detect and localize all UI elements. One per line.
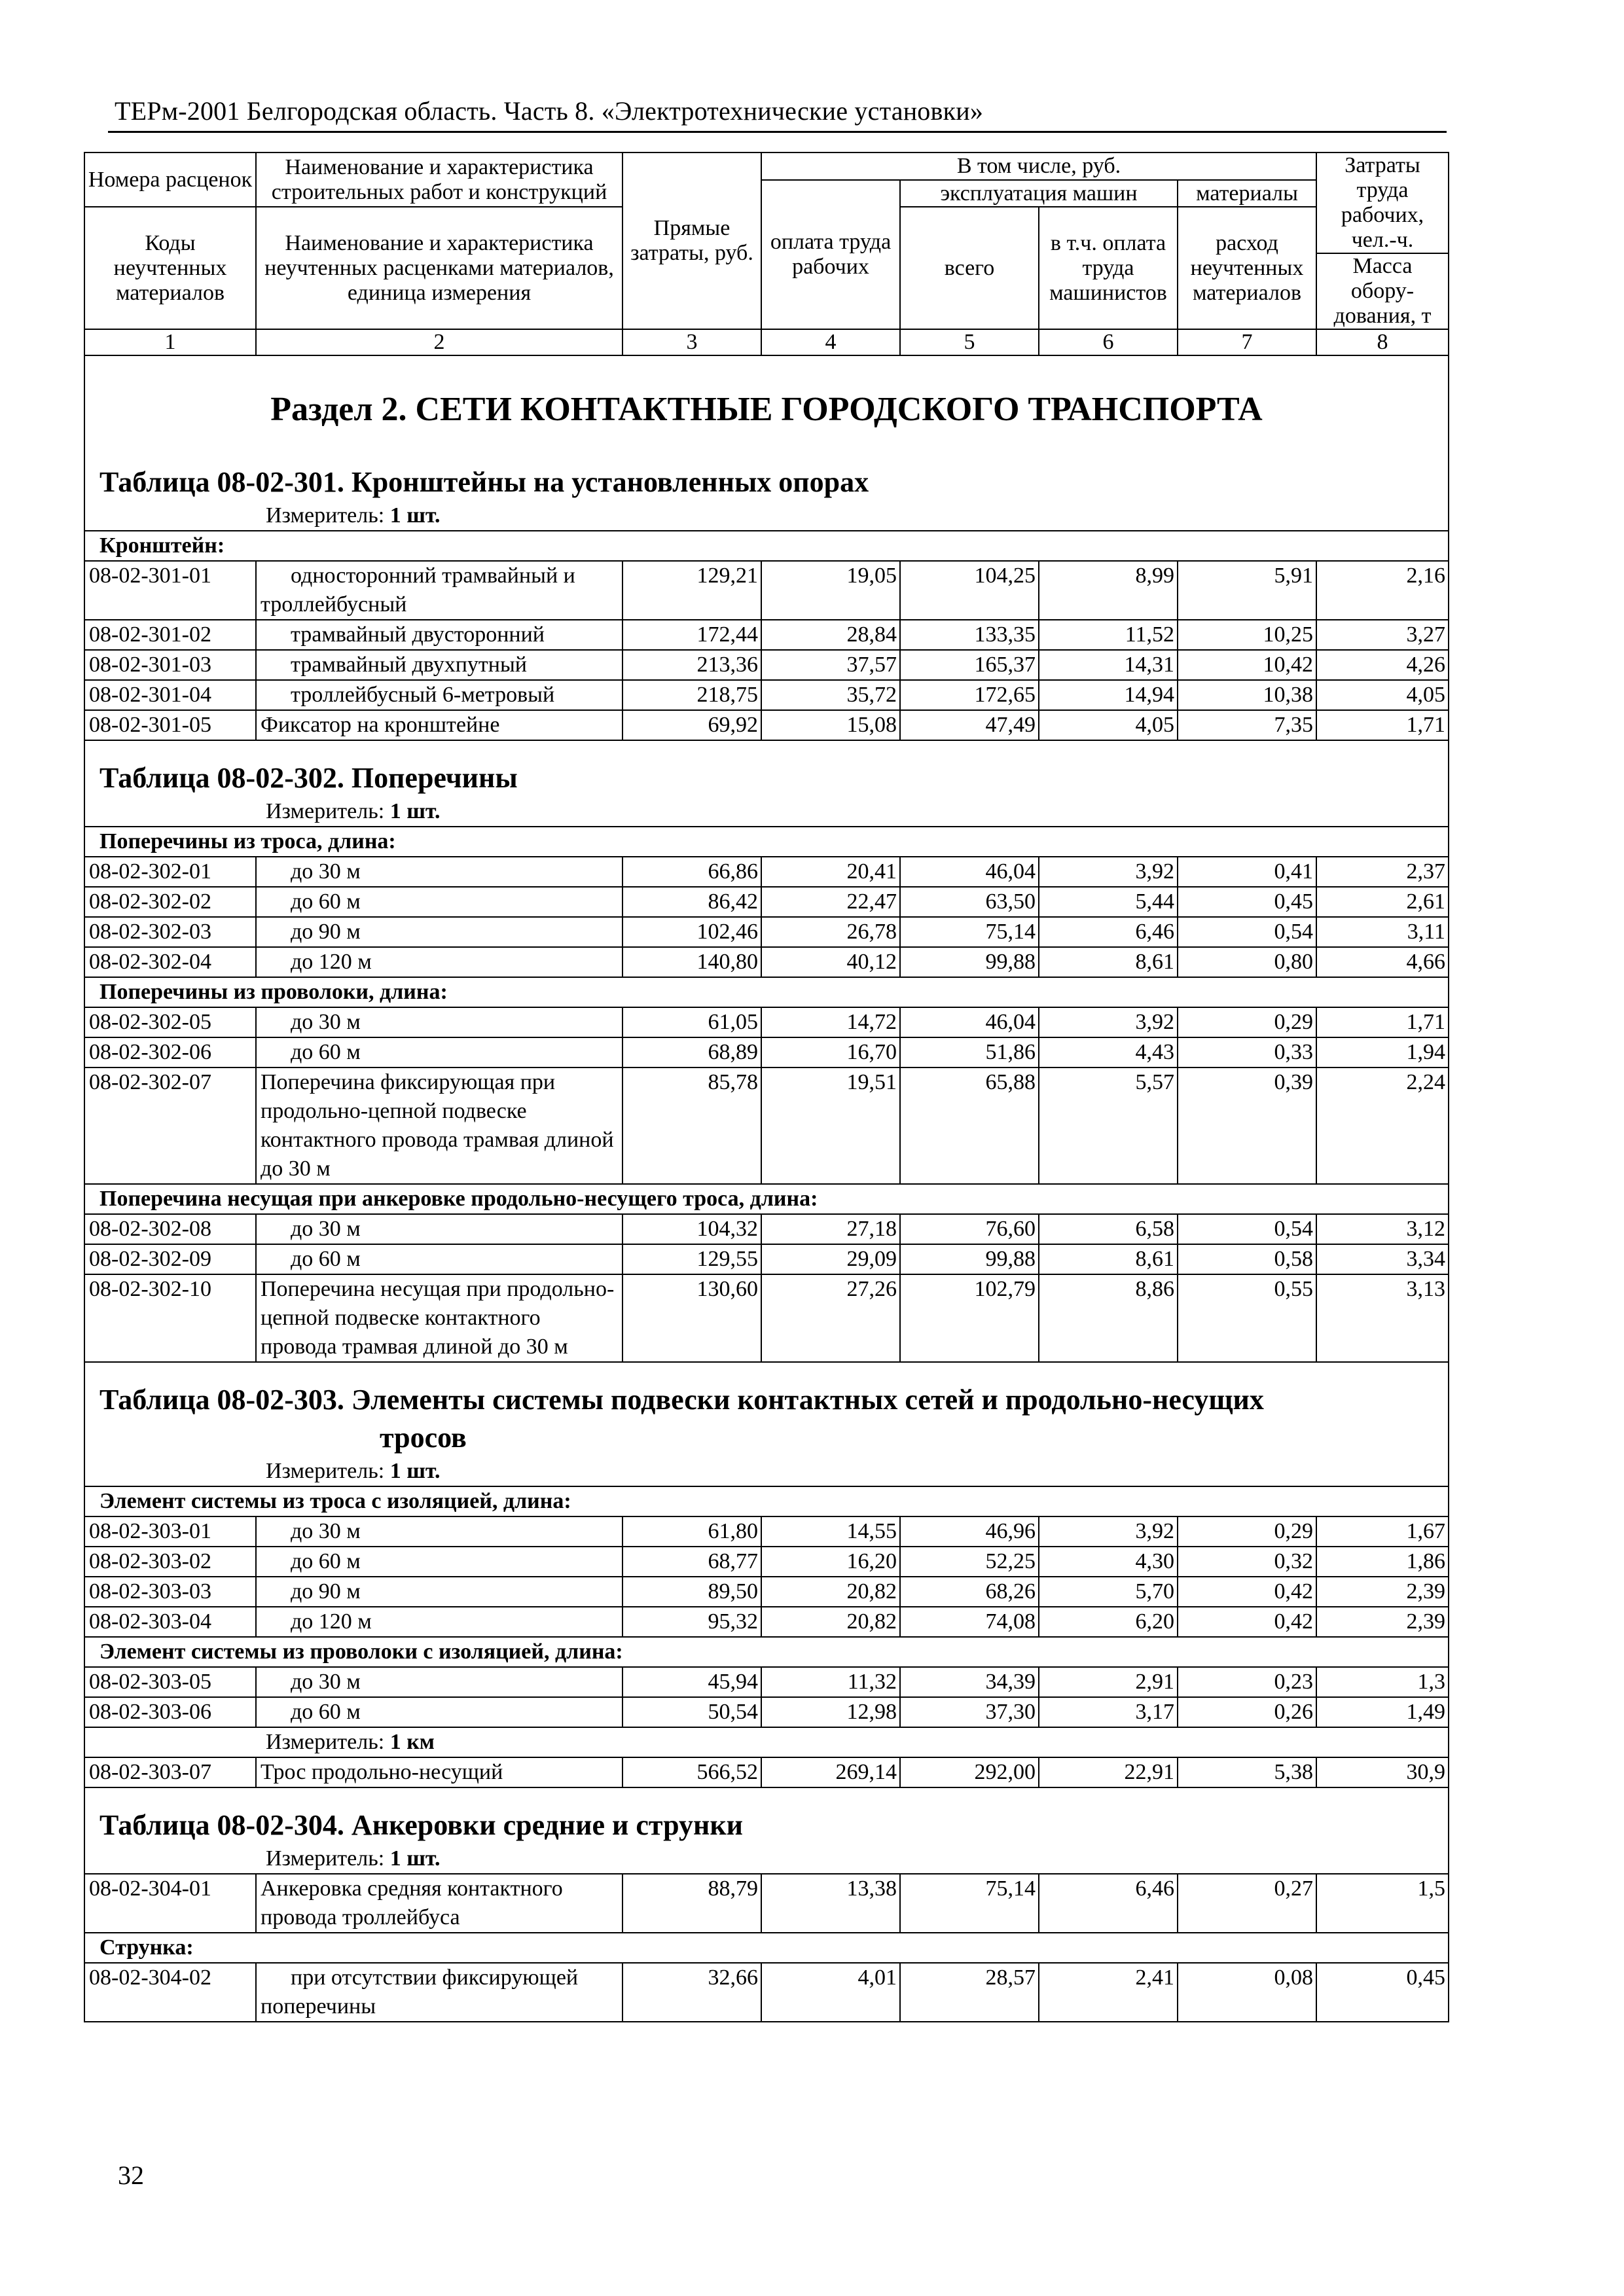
materials-cost: 7,35 xyxy=(1178,710,1316,740)
direct-cost: 61,05 xyxy=(623,1007,761,1037)
table-row xyxy=(84,561,1449,620)
machine-total: 99,88 xyxy=(900,947,1039,977)
machine-total: 292,00 xyxy=(900,1757,1039,1787)
table-row xyxy=(84,1757,1449,1787)
rate-name: до 60 м xyxy=(256,1244,623,1274)
labor-hours: 1,67 xyxy=(1316,1516,1449,1547)
machine-total: 104,25 xyxy=(900,561,1039,620)
header-col2-top: Наименование и характеристика строительных работ и конструкций xyxy=(256,152,623,207)
rate-code: 08-02-303-04 xyxy=(84,1607,256,1637)
table-row xyxy=(84,710,1449,740)
subheading: Кронштейн: xyxy=(84,531,1449,561)
unit-label: Измеритель: xyxy=(266,799,385,823)
direct-cost: 129,55 xyxy=(623,1244,761,1274)
labor-pay: 29,09 xyxy=(761,1244,900,1274)
rate-code: 08-02-304-01 xyxy=(84,1874,256,1933)
title-line-2: тросов xyxy=(380,1422,467,1454)
rate-code: 08-02-302-04 xyxy=(84,947,256,977)
labor-hours: 3,27 xyxy=(1316,620,1449,650)
table-row xyxy=(84,680,1449,710)
rate-code: 08-02-302-03 xyxy=(84,917,256,947)
rate-name: до 90 м xyxy=(256,917,623,947)
rate-name: до 60 м xyxy=(256,1697,623,1727)
machinist-pay: 14,94 xyxy=(1039,680,1178,710)
rate-code: 08-02-302-08 xyxy=(84,1214,256,1244)
labor-pay: 26,78 xyxy=(761,917,900,947)
direct-cost: 104,32 xyxy=(623,1214,761,1244)
labor-pay: 4,01 xyxy=(761,1963,900,2022)
page-number: 32 xyxy=(118,2161,144,2190)
machine-total: 102,79 xyxy=(900,1274,1039,1362)
materials-cost: 0,42 xyxy=(1178,1577,1316,1607)
table-row xyxy=(84,917,1449,947)
table-row xyxy=(84,650,1449,680)
labor-pay: 19,05 xyxy=(761,561,900,620)
rate-code: 08-02-302-01 xyxy=(84,857,256,887)
materials-cost: 0,58 xyxy=(1178,1244,1316,1274)
rate-code: 08-02-302-09 xyxy=(84,1244,256,1274)
machine-total: 133,35 xyxy=(900,620,1039,650)
direct-cost: 130,60 xyxy=(623,1274,761,1362)
labor-hours: 2,39 xyxy=(1316,1607,1449,1637)
labor-pay: 20,82 xyxy=(761,1577,900,1607)
machine-total: 51,86 xyxy=(900,1037,1039,1067)
materials-cost: 5,91 xyxy=(1178,561,1316,620)
labor-pay: 27,26 xyxy=(761,1274,900,1362)
materials-cost: 0,29 xyxy=(1178,1007,1316,1037)
header-col5: всего xyxy=(900,207,1039,329)
table-title-301: Таблица 08-02-301. Кронштейны на установленных опорах xyxy=(84,445,1449,501)
header-col2-bottom: Наименование и характеристика неучтенных расценками материалов, единица измерения xyxy=(256,207,623,329)
direct-cost: 89,50 xyxy=(623,1577,761,1607)
materials-cost: 0,08 xyxy=(1178,1963,1316,2022)
labor-pay: 20,82 xyxy=(761,1607,900,1637)
table-row xyxy=(84,1874,1449,1933)
rate-name: односторонний трамвайный и троллейбусный xyxy=(256,561,623,620)
materials-cost: 0,55 xyxy=(1178,1274,1316,1362)
direct-cost: 102,46 xyxy=(623,917,761,947)
col-number: 3 xyxy=(623,329,761,355)
machinist-pay: 3,92 xyxy=(1039,1516,1178,1547)
direct-cost: 45,94 xyxy=(623,1667,761,1697)
labor-hours: 1,86 xyxy=(1316,1547,1449,1577)
rate-name: до 60 м xyxy=(256,1037,623,1067)
subheading: Элемент системы из троса с изоляцией, длина: xyxy=(84,1486,1449,1516)
rate-name: до 30 м xyxy=(256,1667,623,1697)
machine-total: 46,96 xyxy=(900,1516,1039,1547)
rate-name: до 30 м xyxy=(256,857,623,887)
document-header: ТЕРм-2001 Белгородская область. Часть 8. «Электротехнические установки» xyxy=(115,96,984,126)
machinist-pay: 6,46 xyxy=(1039,1874,1178,1933)
table-row xyxy=(84,857,1449,887)
table-row xyxy=(84,1547,1449,1577)
rate-name: до 60 м xyxy=(256,1547,623,1577)
rate-code: 08-02-301-03 xyxy=(84,650,256,680)
rate-code: 08-02-302-10 xyxy=(84,1274,256,1362)
table-row xyxy=(84,620,1449,650)
rate-code: 08-02-303-05 xyxy=(84,1667,256,1697)
col-number: 5 xyxy=(900,329,1039,355)
direct-cost: 140,80 xyxy=(623,947,761,977)
labor-pay: 15,08 xyxy=(761,710,900,740)
header-col6: в т.ч. оплата труда машинистов xyxy=(1039,207,1178,329)
subheading: Элемент системы из проволоки с изоляцией, длина: xyxy=(84,1637,1449,1667)
machinist-pay: 6,46 xyxy=(1039,917,1178,947)
materials-cost: 0,26 xyxy=(1178,1697,1316,1727)
labor-hours: 3,12 xyxy=(1316,1214,1449,1244)
price-table xyxy=(84,152,1449,2022)
labor-pay: 27,18 xyxy=(761,1214,900,1244)
subheading: Поперечины из троса, длина: xyxy=(84,827,1449,857)
table-row xyxy=(84,947,1449,977)
labor-hours: 1,5 xyxy=(1316,1874,1449,1933)
unit-row-304 xyxy=(84,1844,1449,1874)
col-number: 4 xyxy=(761,329,900,355)
labor-hours: 30,9 xyxy=(1316,1757,1449,1787)
table-row xyxy=(84,1007,1449,1037)
rate-code: 08-02-303-03 xyxy=(84,1577,256,1607)
machinist-pay: 3,92 xyxy=(1039,857,1178,887)
labor-pay: 16,70 xyxy=(761,1037,900,1067)
rate-name: Фиксатор на кронштейне xyxy=(256,710,623,740)
labor-hours: 4,26 xyxy=(1316,650,1449,680)
materials-cost: 0,33 xyxy=(1178,1037,1316,1067)
labor-pay: 40,12 xyxy=(761,947,900,977)
labor-pay: 11,32 xyxy=(761,1667,900,1697)
header-rule xyxy=(108,131,1447,133)
materials-cost: 10,42 xyxy=(1178,650,1316,680)
unit-row-303-km xyxy=(84,1727,1449,1757)
table-row xyxy=(84,1274,1449,1362)
rate-name: до 30 м xyxy=(256,1516,623,1547)
machinist-pay: 3,17 xyxy=(1039,1697,1178,1727)
rate-name: трамвайный двухпутный xyxy=(256,650,623,680)
rate-name: троллейбусный 6-метровый xyxy=(256,680,623,710)
machine-total: 28,57 xyxy=(900,1963,1039,2022)
labor-pay: 16,20 xyxy=(761,1547,900,1577)
labor-hours: 4,05 xyxy=(1316,680,1449,710)
machine-total: 46,04 xyxy=(900,857,1039,887)
unit-row-302 xyxy=(84,797,1449,827)
table-row xyxy=(84,1214,1449,1244)
title-line-1: Таблица 08-02-303. Элементы системы подвески контактных сетей и продольно-несущих xyxy=(99,1384,1264,1416)
machinist-pay: 6,20 xyxy=(1039,1607,1178,1637)
unit-value: 1 шт. xyxy=(389,799,441,823)
table-title-302: Таблица 08-02-302. Поперечины xyxy=(84,740,1449,797)
labor-pay: 12,98 xyxy=(761,1697,900,1727)
direct-cost: 86,42 xyxy=(623,887,761,917)
machinist-pay: 5,70 xyxy=(1039,1577,1178,1607)
rate-name: Трос продольно-несущий xyxy=(256,1757,623,1787)
materials-cost: 0,42 xyxy=(1178,1607,1316,1637)
machine-total: 65,88 xyxy=(900,1067,1039,1184)
labor-pay: 14,55 xyxy=(761,1516,900,1547)
col-number: 2 xyxy=(256,329,623,355)
materials-cost: 0,32 xyxy=(1178,1547,1316,1577)
col-number: 6 xyxy=(1039,329,1178,355)
machinist-pay: 4,43 xyxy=(1039,1037,1178,1067)
machine-total: 165,37 xyxy=(900,650,1039,680)
machinist-pay: 8,61 xyxy=(1039,947,1178,977)
table-title-303 xyxy=(84,1362,1449,1457)
rate-name: до 90 м xyxy=(256,1577,623,1607)
table-row xyxy=(84,1607,1449,1637)
materials-cost: 0,41 xyxy=(1178,857,1316,887)
materials-cost: 5,38 xyxy=(1178,1757,1316,1787)
labor-pay: 35,72 xyxy=(761,680,900,710)
machine-total: 47,49 xyxy=(900,710,1039,740)
header-col1-bottom: Коды неучтенных материалов xyxy=(84,207,256,329)
unit-value: 1 шт. xyxy=(389,1846,441,1871)
table-row xyxy=(84,887,1449,917)
direct-cost: 68,89 xyxy=(623,1037,761,1067)
unit-row-301 xyxy=(84,501,1449,531)
table-row xyxy=(84,1963,1449,2022)
direct-cost: 95,32 xyxy=(623,1607,761,1637)
table-row xyxy=(84,1697,1449,1727)
rate-code: 08-02-301-02 xyxy=(84,620,256,650)
direct-cost: 213,36 xyxy=(623,650,761,680)
header-materials: материалы xyxy=(1178,180,1316,207)
labor-pay: 37,57 xyxy=(761,650,900,680)
rate-name: Анкеровка средняя контактного провода троллейбуса xyxy=(256,1874,623,1933)
labor-hours: 0,45 xyxy=(1316,1963,1449,2022)
machinist-pay: 3,92 xyxy=(1039,1007,1178,1037)
rate-code: 08-02-301-05 xyxy=(84,710,256,740)
machine-total: 76,60 xyxy=(900,1214,1039,1244)
direct-cost: 69,92 xyxy=(623,710,761,740)
machine-total: 52,25 xyxy=(900,1547,1039,1577)
materials-cost: 0,39 xyxy=(1178,1067,1316,1184)
direct-cost: 50,54 xyxy=(623,1697,761,1727)
machine-total: 46,04 xyxy=(900,1007,1039,1037)
rate-name: до 120 м xyxy=(256,1607,623,1637)
materials-cost: 0,54 xyxy=(1178,1214,1316,1244)
machinist-pay: 2,91 xyxy=(1039,1667,1178,1697)
table-row xyxy=(84,1667,1449,1697)
rate-code: 08-02-302-02 xyxy=(84,887,256,917)
machine-total: 75,14 xyxy=(900,1874,1039,1933)
materials-cost: 0,54 xyxy=(1178,917,1316,947)
table-body xyxy=(84,355,1449,2022)
subheading: Поперечина несущая при анкеровке продольно-несущего троса, длина: xyxy=(84,1184,1449,1214)
machinist-pay: 8,61 xyxy=(1039,1244,1178,1274)
header-col1-top: Номера расценок xyxy=(84,152,256,207)
header-col4: оплата труда рабочих xyxy=(761,180,900,329)
table-header xyxy=(84,152,1449,355)
rate-name: до 30 м xyxy=(256,1007,623,1037)
rate-name: до 30 м xyxy=(256,1214,623,1244)
rate-code: 08-02-303-06 xyxy=(84,1697,256,1727)
header-col8-top: Затраты труда рабочих, чел.-ч. xyxy=(1316,152,1449,253)
machine-total: 34,39 xyxy=(900,1667,1039,1697)
labor-hours: 2,24 xyxy=(1316,1067,1449,1184)
rate-code: 08-02-302-07 xyxy=(84,1067,256,1184)
machine-total: 68,26 xyxy=(900,1577,1039,1607)
rate-code: 08-02-301-01 xyxy=(84,561,256,620)
labor-hours: 1,94 xyxy=(1316,1037,1449,1067)
labor-pay: 19,51 xyxy=(761,1067,900,1184)
labor-hours: 2,61 xyxy=(1316,887,1449,917)
materials-cost: 0,45 xyxy=(1178,887,1316,917)
machine-total: 74,08 xyxy=(900,1607,1039,1637)
machinist-pay: 2,41 xyxy=(1039,1963,1178,2022)
unit-label: Измеритель: xyxy=(266,1846,385,1871)
machine-total: 63,50 xyxy=(900,887,1039,917)
rate-name: при отсутствии фиксирующей поперечины xyxy=(256,1963,623,2022)
labor-hours: 2,39 xyxy=(1316,1577,1449,1607)
labor-pay: 22,47 xyxy=(761,887,900,917)
machinist-pay: 4,05 xyxy=(1039,710,1178,740)
labor-pay: 13,38 xyxy=(761,1874,900,1933)
labor-hours: 1,3 xyxy=(1316,1667,1449,1697)
labor-hours: 2,37 xyxy=(1316,857,1449,887)
direct-cost: 66,86 xyxy=(623,857,761,887)
rate-name: Поперечина фиксирующая при продольно-цепной подвеске контактного провода трамвая длиной до 30 м xyxy=(256,1067,623,1184)
rate-name: трамвайный двусторонний xyxy=(256,620,623,650)
header-col8-bottom: Масса обору-дования, т xyxy=(1316,253,1449,329)
materials-cost: 0,27 xyxy=(1178,1874,1316,1933)
unit-label: Измеритель: xyxy=(266,503,385,528)
table-row xyxy=(84,1067,1449,1184)
col-number: 8 xyxy=(1316,329,1449,355)
labor-hours: 2,16 xyxy=(1316,561,1449,620)
materials-cost: 10,38 xyxy=(1178,680,1316,710)
rate-name: Поперечина несущая при продольно-цепной подвеске контактного провода трамвая длиной до 30 м xyxy=(256,1274,623,1362)
rate-code: 08-02-303-02 xyxy=(84,1547,256,1577)
direct-cost: 61,80 xyxy=(623,1516,761,1547)
table-row xyxy=(84,1516,1449,1547)
header-col7: расход неучтенных материалов xyxy=(1178,207,1316,329)
machine-total: 75,14 xyxy=(900,917,1039,947)
direct-cost: 32,66 xyxy=(623,1963,761,2022)
unit-value: 1 шт. xyxy=(389,1459,441,1483)
table-row xyxy=(84,1577,1449,1607)
materials-cost: 0,29 xyxy=(1178,1516,1316,1547)
rate-code: 08-02-302-06 xyxy=(84,1037,256,1067)
col-number: 7 xyxy=(1178,329,1316,355)
rate-code: 08-02-303-01 xyxy=(84,1516,256,1547)
machinist-pay: 6,58 xyxy=(1039,1214,1178,1244)
labor-hours: 3,11 xyxy=(1316,917,1449,947)
labor-hours: 1,71 xyxy=(1316,1007,1449,1037)
machinist-pay: 5,57 xyxy=(1039,1067,1178,1184)
labor-pay: 14,72 xyxy=(761,1007,900,1037)
subheading: Струнка: xyxy=(84,1933,1449,1963)
rate-code: 08-02-302-05 xyxy=(84,1007,256,1037)
direct-cost: 88,79 xyxy=(623,1874,761,1933)
machinist-pay: 8,99 xyxy=(1039,561,1178,620)
rate-name: до 60 м xyxy=(256,887,623,917)
labor-hours: 4,66 xyxy=(1316,947,1449,977)
rate-code: 08-02-301-04 xyxy=(84,680,256,710)
machine-total: 172,65 xyxy=(900,680,1039,710)
unit-row-303 xyxy=(84,1457,1449,1486)
machine-total: 99,88 xyxy=(900,1244,1039,1274)
machinist-pay: 14,31 xyxy=(1039,650,1178,680)
direct-cost: 566,52 xyxy=(623,1757,761,1787)
unit-value: 1 шт. xyxy=(389,503,441,528)
unit-label: Измеритель: xyxy=(266,1459,385,1483)
table-row xyxy=(84,1037,1449,1067)
col-number: 1 xyxy=(84,329,256,355)
materials-cost: 0,23 xyxy=(1178,1667,1316,1697)
section-title: Раздел 2. СЕТИ КОНТАКТНЫЕ ГОРОДСКОГО ТРАНСПОРТА xyxy=(84,355,1449,445)
labor-hours: 3,13 xyxy=(1316,1274,1449,1362)
table-title-304: Таблица 08-02-304. Анкеровки средние и струнки xyxy=(84,1787,1449,1844)
labor-hours: 1,49 xyxy=(1316,1697,1449,1727)
machinist-pay: 22,91 xyxy=(1039,1757,1178,1787)
unit-value: 1 км xyxy=(389,1730,435,1754)
machinist-pay: 11,52 xyxy=(1039,620,1178,650)
labor-pay: 269,14 xyxy=(761,1757,900,1787)
labor-hours: 3,34 xyxy=(1316,1244,1449,1274)
rate-name: до 120 м xyxy=(256,947,623,977)
direct-cost: 218,75 xyxy=(623,680,761,710)
header-machines: эксплуатация машин xyxy=(900,180,1178,207)
subheading: Поперечины из проволоки, длина: xyxy=(84,977,1449,1007)
machinist-pay: 8,86 xyxy=(1039,1274,1178,1362)
direct-cost: 85,78 xyxy=(623,1067,761,1184)
labor-hours: 1,71 xyxy=(1316,710,1449,740)
direct-cost: 68,77 xyxy=(623,1547,761,1577)
labor-pay: 20,41 xyxy=(761,857,900,887)
unit-label: Измеритель: xyxy=(266,1730,385,1754)
materials-cost: 10,25 xyxy=(1178,620,1316,650)
machine-total: 37,30 xyxy=(900,1697,1039,1727)
machinist-pay: 5,44 xyxy=(1039,887,1178,917)
machinist-pay: 4,30 xyxy=(1039,1547,1178,1577)
header-incl: В том числе, руб. xyxy=(761,152,1316,180)
direct-cost: 129,21 xyxy=(623,561,761,620)
materials-cost: 0,80 xyxy=(1178,947,1316,977)
rate-code: 08-02-303-07 xyxy=(84,1757,256,1787)
labor-pay: 28,84 xyxy=(761,620,900,650)
direct-cost: 172,44 xyxy=(623,620,761,650)
rate-code: 08-02-304-02 xyxy=(84,1963,256,2022)
header-col3: Прямые затраты, руб. xyxy=(623,152,761,329)
table-row xyxy=(84,1244,1449,1274)
